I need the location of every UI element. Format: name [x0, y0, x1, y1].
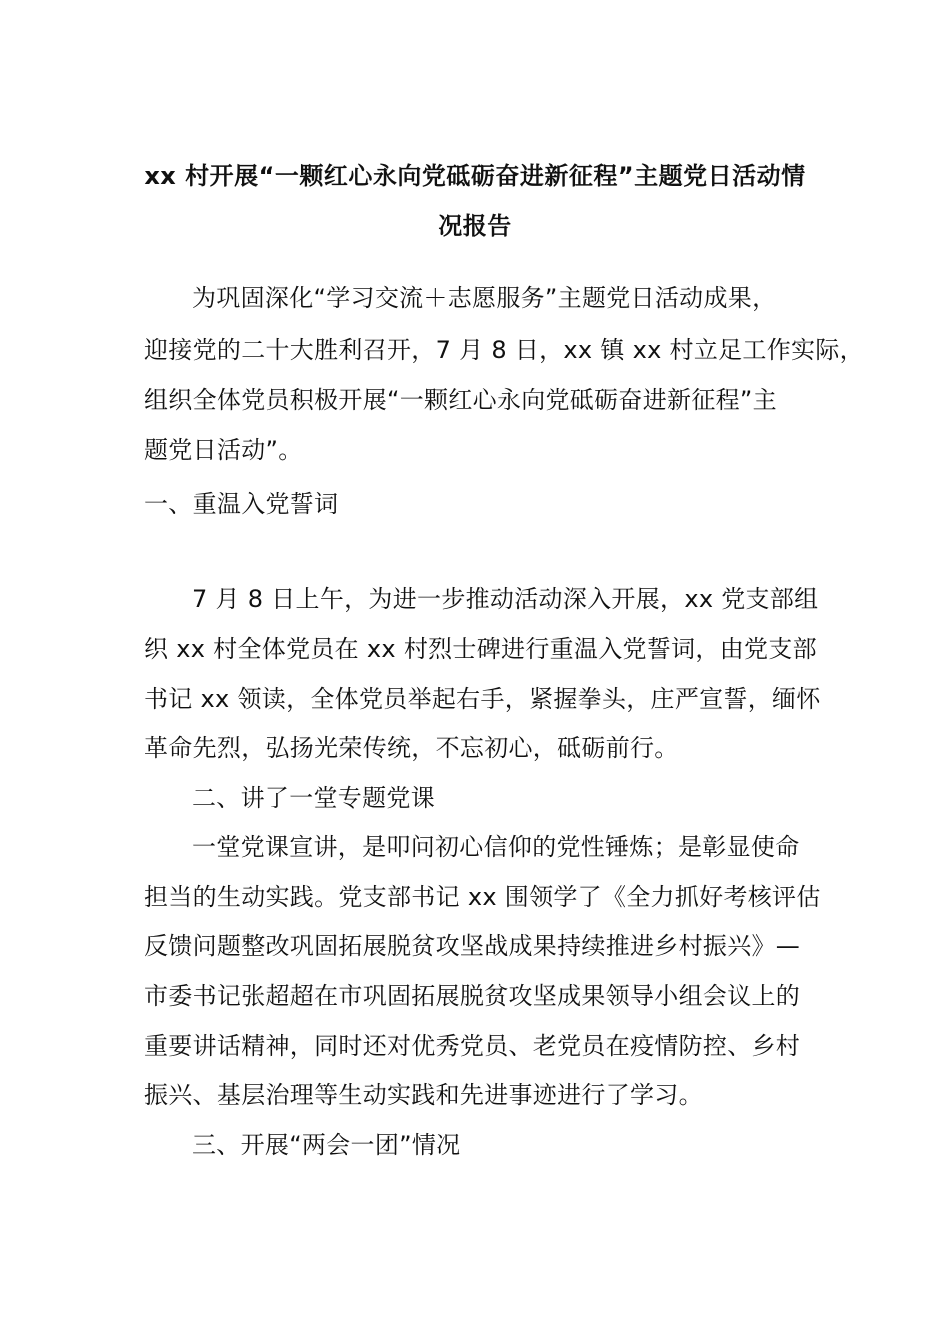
section-1-paragraph-line: 书记 xx 领读，全体党员举起右手，紧握拳头，庄严宣誓，缅怀	[144, 685, 821, 713]
section-2-heading: 二、讲了一堂专题党课	[192, 784, 435, 812]
section-2-paragraph-line: 反馈问题整改巩固拓展脱贫攻坚战成果持续推进乡村振兴》—	[144, 932, 801, 960]
intro-paragraph: 为巩固深化“学习交流＋志愿服务”主题党日活动成果，	[192, 284, 777, 312]
section-2-paragraph: 一堂党课宣讲，是叩问初心信仰的党性锤炼；是彰显使命	[192, 833, 800, 861]
section-2-paragraph-line: 振兴、基层治理等生动实践和先进事迹进行了学习。	[144, 1081, 703, 1109]
intro-paragraph-line: 题党日活动”。	[144, 436, 303, 464]
intro-paragraph-line: 迎接党的二十大胜利召开，7 月 8 日，xx 镇 xx 村立足工作实际，	[144, 336, 864, 364]
section-2-paragraph-line: 重要讲话精神，同时还对优秀党员、老党员在疫情防控、乡村	[144, 1032, 801, 1060]
section-1-paragraph-line: 革命先烈，弘扬光荣传统，不忘初心，砥砺前行。	[144, 734, 679, 762]
document-title: xx 村开展“一颗红心永向党砥砺奋进新征程”主题党日活动情	[144, 162, 806, 190]
section-1-heading: 一、重温入党誓词	[144, 490, 339, 518]
intro-paragraph-line: 组织全体党员积极开展“一颗红心永向党砥砺奋进新征程”主	[144, 386, 777, 414]
section-3-heading: 三、开展“两会一团”情况	[192, 1131, 461, 1159]
section-1-paragraph: 7 月 8 日上午，为进一步推动活动深入开展，xx 党支部组	[192, 585, 819, 613]
document-title-continued: 况报告	[438, 212, 512, 240]
section-2-paragraph-line: 市委书记张超超在市巩固拓展脱贫攻坚成果领导小组会议上的	[144, 982, 801, 1010]
section-1-paragraph-line: 织 xx 村全体党员在 xx 村烈士碑进行重温入党誓词，由党支部	[144, 635, 817, 663]
section-2-paragraph-line: 担当的生动实践。党支部书记 xx 围领学了《全力抓好考核评估	[144, 883, 821, 911]
